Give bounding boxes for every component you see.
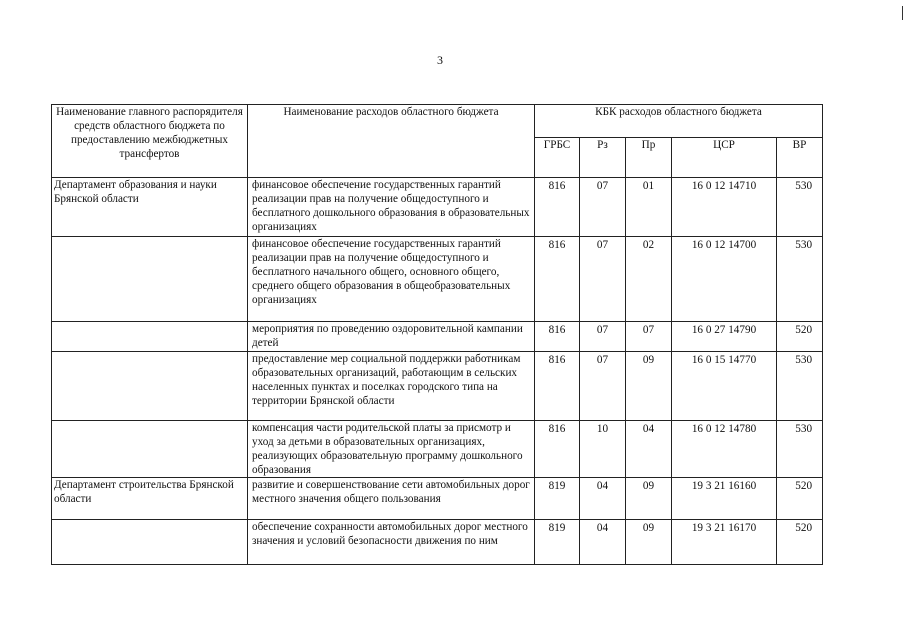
table-row <box>52 352 823 421</box>
csr-cell: 16 0 12 14700 <box>672 237 777 322</box>
table-row <box>52 520 823 565</box>
recipient-cell: Департамент строительства Брянской области <box>52 478 248 520</box>
header-rz: Рз <box>580 138 626 178</box>
rz-cell: 07 <box>580 352 626 421</box>
pr-cell: 09 <box>626 478 672 520</box>
vr-cell: 520 <box>777 322 823 352</box>
csr-cell: 19 3 21 16170 <box>672 520 777 565</box>
table-header-row <box>52 105 823 138</box>
pr-cell: 09 <box>626 520 672 565</box>
grbs-cell: 816 <box>535 322 580 352</box>
expense-cell: финансовое обеспечение государственных гарантий реализации прав на получение общедоступного и бесплатного дошкольного образования в образовательных организациях <box>248 178 535 237</box>
budget-table <box>51 104 823 565</box>
recipient-cell <box>52 352 248 421</box>
rz-cell: 07 <box>580 237 626 322</box>
table-row <box>52 178 823 237</box>
recipient-cell: Департамент образования и науки Брянской области <box>52 178 248 237</box>
grbs-cell: 816 <box>535 421 580 478</box>
rz-cell: 07 <box>580 178 626 237</box>
vr-cell: 520 <box>777 478 823 520</box>
csr-cell: 16 0 15 14770 <box>672 352 777 421</box>
header-vr: ВР <box>777 138 823 178</box>
pr-cell: 02 <box>626 237 672 322</box>
pr-cell: 07 <box>626 322 672 352</box>
expense-cell: мероприятия по проведению оздоровительной кампании детей <box>248 322 535 352</box>
csr-cell: 19 3 21 16160 <box>672 478 777 520</box>
csr-cell: 16 0 12 14780 <box>672 421 777 478</box>
header-kbk: КБК расходов областного бюджета <box>535 105 823 138</box>
pr-cell: 01 <box>626 178 672 237</box>
recipient-cell <box>52 237 248 322</box>
table-row <box>52 237 823 322</box>
header-recipient: Наименование главного распорядителя средств областного бюджета по предоставлению межбюджетных трансфертов <box>52 105 248 178</box>
recipient-cell <box>52 322 248 352</box>
vr-cell: 530 <box>777 352 823 421</box>
header-expense: Наименование расходов областного бюджета <box>248 105 535 178</box>
vr-cell: 530 <box>777 237 823 322</box>
csr-cell: 16 0 12 14710 <box>672 178 777 237</box>
expense-cell: компенсация части родительской платы за присмотр и уход за детьми в образовательных организациях, реализующих образовательную программу дошкольного образования <box>248 421 535 478</box>
grbs-cell: 816 <box>535 178 580 237</box>
grbs-cell: 816 <box>535 237 580 322</box>
pr-cell: 09 <box>626 352 672 421</box>
header-pr: Пр <box>626 138 672 178</box>
table-row <box>52 421 823 478</box>
grbs-cell: 816 <box>535 352 580 421</box>
header-csr: ЦСР <box>672 138 777 178</box>
table-row <box>52 322 823 352</box>
pr-cell: 04 <box>626 421 672 478</box>
grbs-cell: 819 <box>535 520 580 565</box>
rz-cell: 04 <box>580 478 626 520</box>
csr-cell: 16 0 27 14790 <box>672 322 777 352</box>
expense-cell: предоставление мер социальной поддержки работникам образовательных организаций, работающим в сельских населенных пунктах и поселках городского типа на территории Брянской области <box>248 352 535 421</box>
scan-edge-mark <box>902 6 903 20</box>
grbs-cell: 819 <box>535 478 580 520</box>
expense-cell: развитие и совершенствование сети автомобильных дорог местного значения общего пользования <box>248 478 535 520</box>
expense-cell: финансовое обеспечение государственных гарантий реализации прав на получение общедоступного и бесплатного начального общего, основного общего, среднего общего образования в общеобразовательных организациях <box>248 237 535 322</box>
recipient-cell <box>52 520 248 565</box>
header-grbs: ГРБС <box>535 138 580 178</box>
recipient-cell <box>52 421 248 478</box>
vr-cell: 530 <box>777 421 823 478</box>
page-number: 3 <box>437 53 443 67</box>
rz-cell: 10 <box>580 421 626 478</box>
expense-cell: обеспечение сохранности автомобильных дорог местного значения и условий безопасности движения по ним <box>248 520 535 565</box>
table-row <box>52 478 823 520</box>
vr-cell: 520 <box>777 520 823 565</box>
vr-cell: 530 <box>777 178 823 237</box>
rz-cell: 07 <box>580 322 626 352</box>
rz-cell: 04 <box>580 520 626 565</box>
